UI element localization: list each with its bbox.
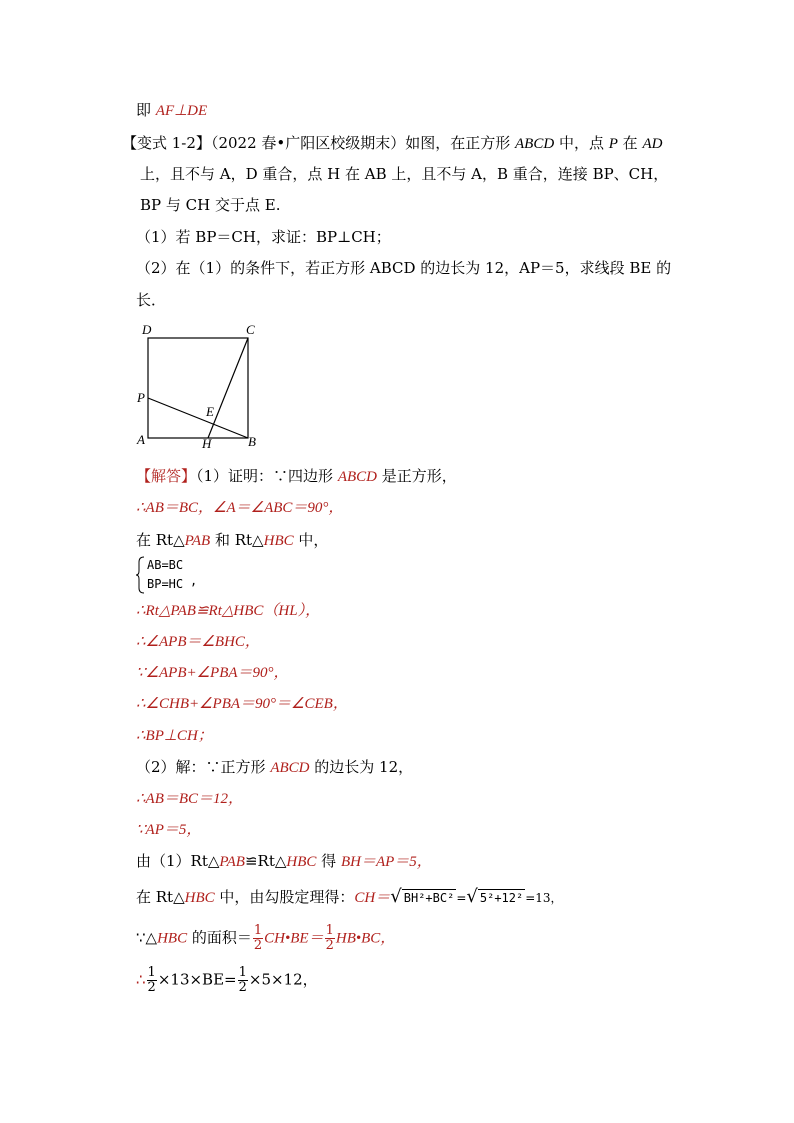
solution-text: 和 Rt△ <box>210 531 264 549</box>
solution-text: 是正方形， <box>377 467 457 485</box>
question-2-end: 长． <box>136 291 167 309</box>
equals-sign: = <box>456 891 467 905</box>
problem-math: P <box>608 136 618 152</box>
solution-line-5: ∴∠APB＝∠BHC， <box>136 634 260 650</box>
solution-line-8: ∴BP⊥CH； <box>136 728 213 744</box>
problem-math: ABCD <box>515 136 555 152</box>
problem-line-1 <box>122 133 662 154</box>
fraction-numerator: 1 <box>325 923 334 938</box>
solution-math: ABCD <box>337 469 377 485</box>
fraction-half <box>325 924 335 953</box>
solution-tag: 【解答】 <box>136 467 197 485</box>
label-d: D <box>142 322 152 337</box>
system-brace <box>136 556 146 594</box>
label-h: H <box>202 436 212 451</box>
label-b: B <box>248 434 256 449</box>
solution-math: HBC <box>263 533 294 549</box>
system-eq-2: BP=HC <box>147 577 184 591</box>
problem-math: AD <box>642 136 663 152</box>
segment-bp <box>148 398 248 438</box>
solution-line-1 <box>136 466 457 487</box>
solution-line-2: ∴AB＝BC，∠A＝∠ABC＝90°， <box>136 500 344 516</box>
solution-line-12 <box>136 851 432 872</box>
solution-math: CH•BE＝ <box>264 930 324 947</box>
sqrt-radicand-2: 5²+12² <box>479 891 524 905</box>
problem-text: 如图，在正方形 <box>405 134 516 152</box>
solution-math: CH＝ <box>354 890 391 906</box>
solution-line-14 <box>136 924 395 953</box>
solution-math: PAB <box>219 854 245 870</box>
solution-text: 的边长为 12， <box>309 758 414 776</box>
solution-text: ∴ <box>136 970 146 989</box>
solution-math: HBC <box>286 854 317 870</box>
intro-expression: AF⊥DE <box>155 103 208 119</box>
fraction-numerator: 1 <box>238 965 247 980</box>
solution-math: PAB <box>184 533 211 549</box>
segment-ch <box>208 338 248 438</box>
solution-text: （2）解：∵正方形 <box>136 758 271 776</box>
sqrt-sign: √ <box>466 886 478 907</box>
solution-text: 由（1）Rt△ <box>136 852 220 870</box>
label-a: A <box>137 432 145 447</box>
solution-text: ×13×BE= <box>157 970 237 989</box>
solution-text: ×5×12， <box>248 970 318 989</box>
solution-line-9 <box>136 757 413 778</box>
problem-tag: 【变式 1-2】 <box>122 134 211 152</box>
solution-line-10: ∴AB＝BC＝12， <box>136 791 244 807</box>
solution-text: ≌Rt△ <box>244 852 287 870</box>
fraction-denominator: 2 <box>147 980 156 995</box>
solution-text: 得 <box>316 852 341 870</box>
label-p: P <box>137 390 145 405</box>
problem-line-2: 上，且不与 A，D 重合，点 H 在 AB 上，且不与 A，B 重合，连接 BP、CH， <box>140 165 669 183</box>
solution-line-15 <box>136 966 318 995</box>
solution-line-11: ∵AP＝5， <box>136 822 202 838</box>
solution-math: ABCD <box>270 760 310 776</box>
problem-text: 中，点 <box>554 134 609 152</box>
solution-text: 中， <box>293 531 329 549</box>
solution-line-13 <box>136 887 563 908</box>
solution-math: BH＝AP＝5， <box>340 854 432 870</box>
label-e: E <box>206 404 214 419</box>
problem-line-3: BP 与 CH 交于点 E. <box>140 196 281 214</box>
question-2: （2）在（1）的条件下，若正方形 ABCD 的边长为 12，AP＝5，求线段 BE 的 <box>136 259 672 277</box>
question-1: （1）若 BP＝CH，求证：BP⊥CH； <box>136 228 391 246</box>
solution-text: ∵△ <box>136 928 158 947</box>
intro-lead: 即 <box>136 101 156 119</box>
solution-math: HBC <box>157 930 188 947</box>
solution-text: 在 Rt△ <box>136 888 185 906</box>
solution-line-3 <box>136 530 328 551</box>
sqrt-radicand-1: BH²+BC² <box>403 891 455 905</box>
system-comma: , <box>190 574 198 588</box>
fraction-denominator: 2 <box>325 938 334 953</box>
fraction-numerator: 1 <box>253 923 263 938</box>
sqrt-sign: √ <box>390 886 402 907</box>
system-eq-1: AB=BC <box>147 558 184 572</box>
solution-text: 的面积＝ <box>187 928 252 947</box>
intro-line <box>136 100 207 121</box>
solution-math: HB•BC， <box>335 930 396 947</box>
fraction-half <box>253 924 263 953</box>
solution-text: 中，由勾股定理得： <box>214 888 355 906</box>
solution-line-4: ∴Rt△PAB≌Rt△HBC（HL）， <box>136 603 321 619</box>
solution-line-6: ∵∠APB+∠PBA＝90°， <box>136 665 289 681</box>
fraction-half <box>147 966 157 995</box>
fraction-denominator: 2 <box>238 980 247 995</box>
problem-text: 在 <box>617 134 643 152</box>
geometry-figure <box>132 318 272 453</box>
fraction-half <box>238 966 248 995</box>
solution-text: （1）证明：∵四边形 <box>196 467 338 485</box>
solution-math: HBC <box>184 890 215 906</box>
solution-text: 在 Rt△ <box>136 531 185 549</box>
solution-line-7: ∴∠CHB+∠PBA＝90°＝∠CEB， <box>136 696 348 712</box>
square-abcd <box>148 338 248 438</box>
problem-source: （2022 春•广阳区校级期末） <box>210 134 406 152</box>
label-c: C <box>246 322 255 337</box>
fraction-numerator: 1 <box>147 965 156 980</box>
sqrt-result: =13， <box>525 891 563 905</box>
fraction-denominator: 2 <box>253 938 263 953</box>
